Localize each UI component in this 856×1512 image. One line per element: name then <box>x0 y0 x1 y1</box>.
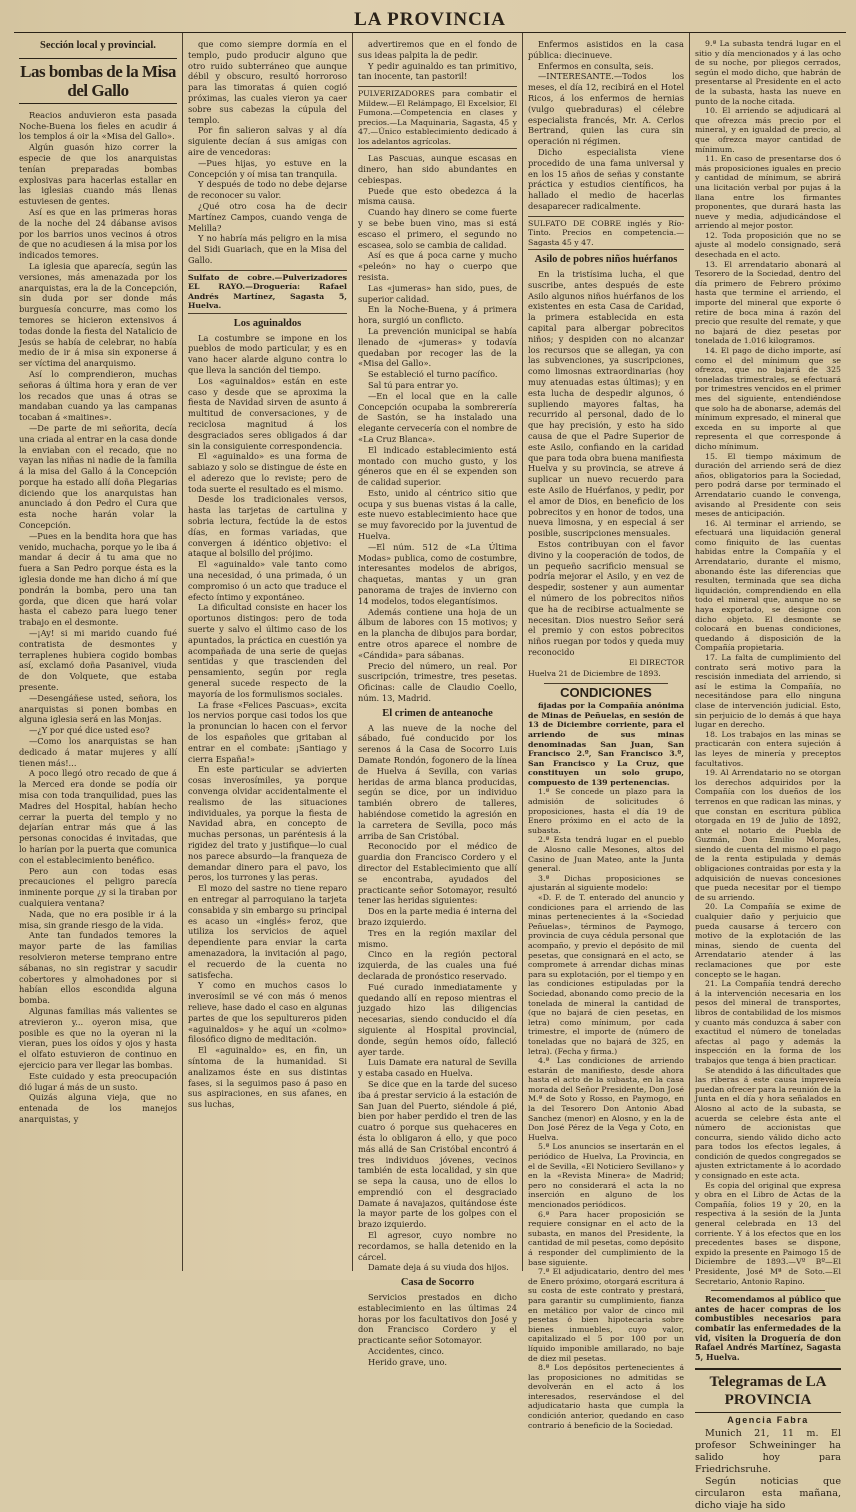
paragraph: Se estableció el turno pacífico. <box>368 369 498 380</box>
paragraph: El mozo del sastre no tiene reparo en entregar al parroquiano la tarjeta consabida y sin embargo su principal es acaso un «inglés» feroz, que utiliza los servicios de aquel dependiente para enviar la carta amenazadora, la invitación al pago, el recuerdo de la cuenta no satisfecha. <box>188 883 347 980</box>
divider <box>711 1290 825 1291</box>
ad-sulfato-cobre <box>528 216 684 251</box>
article-title-socorro: Casa de Socorro <box>400 1277 475 1289</box>
condiciones-intro: fijadas por la Compañía anónima de Minas de Peñuelas, en sesión de 13 de Diciembre corriente, para el arriendo de sus minas denominadas San Juan, San Francisco 2.º, San Francisco 3.º, San Francisco y La Cruz, que constituyen un solo grupo, compuesto de 139 pertenencias. <box>528 701 684 787</box>
paragraph: Damate deja á su viuda dos hijos. <box>368 1262 509 1273</box>
column-1 <box>14 33 183 1271</box>
paragraph: Reconocido por el médico de guardia don Francisco Cordero y el director del Establecimiento que allí se encontraba, ayudados del practicante señor Sotomayor, resultó tener las heridas siguientes: <box>358 841 517 906</box>
paragraph: Es copia del original que expresa y obra en el Libro de Actas de la Compañía, folios 19 y 20, en la respectiva á la sesión de la Junta general celebrada en 13 del corriente. Y á los efectos que en los precedentes bases se dispone, expido la presente en Paimogo 15 de Diciembre de 1893.—Vº Bº—El Presidente, José Mª de Soto.—El Secretario, Antonio Rapino. <box>695 1180 841 1286</box>
ad-text: Sulfato de cobre.—Pulverizadores EL RAYO.—Droguería: Rafael Andrés Martínez, Sagasta 5, Huelva. <box>188 272 347 311</box>
paragraph: Se dice que en la tarde del suceso iba á prestar servicio á la estación de San Juan del Puerto, siéndole á pié, bien por haber perdido el tren de las cuatro ó porque sus quehaceres en ésta lo obligaron á ello, y que poco más allá de San Cristóbal encontró á tres individuos jóvenes, vecinos también de esta localidad, y sin que se sepa la causa, uno de ellos lo emprendió con el desgraciado Damate á navajazos, quitándose éste la mayor parte de los golpes con el brazo izquierdo. <box>358 1078 517 1230</box>
article-title-condiciones: CONDICIONES <box>560 685 652 701</box>
paragraph: advertiremos que en el fondo de sus ideas palpita la de pedir. <box>358 39 517 60</box>
signature: El DIRECTOR <box>629 657 684 667</box>
article-body-bombas-cont <box>188 39 347 266</box>
paragraph: Dicho especialista viene procedido de una fama universal y en los 15 años de señas y constante práctica y estudios científicos, ha hallado el medio de hacerlas desaparecer radicalmente. <box>528 146 684 211</box>
paragraph: Pero aun con todas esas precauciones el peligro parecía inminente porque ¿y si la tiraban por cualquiera ventana? <box>19 865 177 908</box>
paragraph: 7.ª El adjudicatario, dentro del mes de Enero próximo, otorgará escritura á su costa de este contrato y prestará, para garantir su cumplimiento, fianza en metálico por valor de cinco mil pesetas ó bien hipotecaria sobre bienes inmuebles, cuyo valor, capitalizado el 5 por 100 por un líquido imponible amillarado, no baje de diez mil pesetas. <box>528 1267 684 1363</box>
article-body-aguinaldos-cont <box>358 39 517 82</box>
paragraph: La costumbre se impone en los pueblos de modo particular, y es en vano hacer alarde alguno contra lo que lleva la sanción del tiempo. <box>188 332 347 375</box>
paragraph: Esto, unido al céntrico sitio que ocupa y sus buenas vistas á la calle, este nuevo establecimiento hace que se muy favorecido por la juventud de Huelva. <box>358 487 517 542</box>
paragraph: Cuando hay dinero se come fuerte y se bebe buen vino, mas si está escaso el primero, el segundo no escasea, solo se cambia de calidad. <box>358 207 517 250</box>
paragraph: Estos contribuyan con el favor divino y la cooperación de todos, de un pequeño sacrificio mensual se podría mejorar el Asilo, y en vez de despedir, sostener y aun aumentar el número de los pobrecitos niños que ha de recibirse actualmente se necesitan. Dios nuestro Señor será el premio y con estos pobrecitos niños ruegan por todos y queda muy reconocido <box>528 538 684 657</box>
paragraph: Sal tú para entrar yo. <box>368 379 459 390</box>
paragraph: Puede que esto obedezca á la misma causa. <box>358 185 517 207</box>
paragraph: Tres en la región maxilar del mismo. <box>358 927 517 949</box>
paragraph: Desde los tradicionales versos, hasta las tarjetas de cartulina y sobria lectura, fectúde la de estos días, en formas variadas, que convergen á idéntico objetivo: el ataque al bolsillo del prójimo. <box>188 494 347 559</box>
paragraph: 12. Toda proposición que no se ajuste al modelo consignado, será desechada en el acto. <box>695 230 841 260</box>
paragraph: Dos en la parte media é interna del brazo izquierdo. <box>358 906 517 927</box>
paragraph: —Pues hijas, yo estuve en la Concepción y oí misa tan tranquila. <box>188 157 347 179</box>
agency-name: Agencia Fabra <box>727 1415 809 1426</box>
paragraph: 5.ª Los anuncios se insertarán en el periódico de Huelva, La Provincia, en el de Sevilla, «El Noticiero Sevillano» y en la «Revista Minera» de Madrid; pero no considerará el acta la no inserción en alguno de los mencionados periódicos. <box>528 1142 684 1209</box>
paragraph: La frase «Felices Pascuas», excita los nervios porque casi todos los que la pronuncian lo hacen con el fervor de los españoles que gritaban al entrar en el combate: ¡Santiago y cierra España!» <box>188 699 347 764</box>
paragraph: —El núm. 512 de «La Última Modas» publica, como de costumbre, interesantes modelos de abrigos, chaquetas, mantas y un gran panorama de trajes de invierno con 14 modelos, todos elegantísimos. <box>358 541 517 606</box>
paragraph: —¡Ay! si mi marido cuando fué contratista de desmontes y terraplenes hubiera cogido bombas así, exclamó doña Pasanivel, viuda de don Volquete, que estaba presente. <box>19 628 177 693</box>
article-title-crimen: El crimen de anteanoche <box>382 707 493 719</box>
paragraph: 3.ª Dichas proposiciones se ajustarán al siguiente modelo: <box>528 873 684 893</box>
paragraph: Accidentes, cinco. <box>368 1346 445 1357</box>
paragraph: —Desengáñese usted, señora, los anarquistas si ponen bombas en alguna iglesia será en las Monjas. <box>19 692 177 725</box>
paragraph: La dificultad consiste en hacer los oportunos distingos: pero de toda suerte y salvo el último caso de los apuntados, la práctica en cuestión ya acompañada de una serie de quejas sentidas y que trascienden del pensamiento, según por regla general sucede respecto de la mayoría de los formulismos sociales. <box>188 602 347 699</box>
paragraph: Ante tan fundados temores la mayor parte de las familias resolvieron meterse temprano entre sábanas, no sin registrar y sacudir cobertores y almohadones por si habían ellos escondida alguna bomba. <box>19 930 177 1006</box>
section-heading: Sección local y provincial. <box>40 40 156 51</box>
ad-text: SULFATO DE COBRE inglés y Río-Tinto. Precios en competencia.—Sagasta 45 y 47. <box>528 218 684 247</box>
paragraph: El agresor, cuyo nombre no recordamos, se halla detenido en la cárcel. <box>358 1230 517 1262</box>
paragraph: ¿Qué otro cosa ha de decir Martínez Campos, cuando venga de Melilla? <box>188 200 347 233</box>
paragraph: 4.ª Las condiciones de arriendo estarán de manifiesto, desde ahora hasta el acto de la subasta, en la casa morada del Señor Presidente, Don José M.ª de Soto y Rosso, en Paymogo, en la del Tesorero Don Antonio Abad Sanchez (menor) en Alosno, y en la de Don José Pérez de la Vega y Coto, en Huelva. <box>528 1056 684 1142</box>
paragraph: 16. Al terminar el arriendo, se efectuará una liquidación general como finiquito de las cuentas habidas entre la Compañía y el Arrendatario, durante el mismo, abonando éste las diferencias que resulten, terminada que sea dicha liquidación, comprendiendo en ella todo el mineral que, aunque no se haya exportado, se designe con dicho objeto. El desmonte se colocará en buenas condiciones, quedando á disposición de la Compañía propietaria. <box>695 518 841 653</box>
paragraph: —En el local que en la calle Concepción ocupaba la sombrerería de Sastón, se ha instalado una elegante cervecería con el nombre de «La Cruz Blanca». <box>358 390 517 444</box>
column-4 <box>523 33 690 1430</box>
socorro-cont <box>528 39 684 212</box>
paragraph: Por fin salieron salvas y al día siguiente decían á sus amigas con aire de vencedoras: <box>188 125 347 157</box>
date-line: Huelva 21 de Diciembre de 1893. <box>528 668 661 678</box>
paragraph: Quizás alguna vieja, que no entenada de los manejos anarquistas, y <box>19 1092 177 1124</box>
paragraph: 21. La Compañía tendrá derecho á la intervención necesaria en los pesos del mineral de transportes, libros de contabilidad de los mismos y cuanto más conduzca á saber con exactitud el número de toneladas afectas al pago y además la inspección en la forma de los trabajos que tenga á bien practicar. <box>695 979 841 1065</box>
paragraph: Nada, que no era posible ir á la misa, sin grande riesgo de la vida. <box>19 908 177 930</box>
local-news <box>358 153 517 704</box>
paragraph: El «aguinaldo» es, en fin, un síntoma de la humanidad. Si analizamos éste en sus distintas fases, si la seguimos paso á paso en sus aspiraciones, en sus afanes, en sus luchas, <box>188 1045 347 1110</box>
paragraph: Además contiene una hoja de un álbum de labores con 15 motivos; y en la plancha de dibujos para bordar, entre otros aparece el nombre de «Cándida» para sábanas. <box>358 606 517 660</box>
condiciones-list <box>528 787 684 1430</box>
paragraph: —De parte de mi señorita, decía una criada al entrar en la casa donde la enviaban con el recado, que no vayan las niñas ni nadie de la familia á la misa del Gallo á la Concepción porque ha estado allí doña Plegarias diciendo que los anarquistas han anunciado á don Pedro el Cura que esta noche harán volar la Concepción. <box>19 422 177 531</box>
article-body-aguinaldos <box>188 333 347 1110</box>
paragraph: Precio del número, un real. Por suscripción, trimestre, tres pesetas. Oficinas: calle de Claudio Coello, núm. 13, Madrid. <box>358 660 517 704</box>
paragraph: A poco llegó otro recado de que á la Merced era donde se podía oir misa con toda tranquilidad, pues las Madres del Hospital, habían hecho cerrar la puerta del templo y no dejarían entrar más que á las personas conocidas é invitadas, que lo harían por la puerta que comunica con el establecimiento benéfico. <box>19 768 177 865</box>
paragraph: Las Pascuas, aunque escasas en dinero, han sido abundantes en cebiespas. <box>358 153 517 185</box>
paragraph: A las nueve de la noche del sábado, fué conducido por los serenos á la Casa de Socorro Luis Damate Rondón, fogonero de la línea de Huelva á Sevilla, con varias heridas de arma blanca producidas, según se dice, por un individuo también obrero de talleres, habiéndose cometido la agresión en la carretera de Sevilla, poco más arriba de San Cristóbal. <box>358 722 517 841</box>
paragraph: La iglesia que aparecía, según las versiones, más amenazada por los anarquistas, era la de la Concepción, sin duda por ser donde más burguesía concurre, mas como los temores se hicieron extensivos á todas donde la fiesta del Natalicio de Jesús se había de celebrar, no había medio de ir á misa sin exponerse á ser víctima del anarquismo. <box>19 260 177 369</box>
paragraph: 18. Los trabajos en las minas se practicarán con entera sujeción á las leyes de minería y preceptos facultativos. <box>695 729 841 768</box>
paragraph: Enfermos en consulta, seis. <box>538 60 654 71</box>
divider <box>544 683 668 684</box>
paragraph: Algunas familias más valientes se atrevieron y... oyeron misa, que posible es que no la oyeran ni la vieran, pues los oídos y ojos y hasta el olfato estuvieron de continuo en ejercicio para ver llegar las bombas. <box>19 1005 177 1070</box>
drogueria-notice: Recomendamos al público que antes de hacer compras de los combustibles necesarios para combatir las enfermedades de la vid, visiten la Droguería de don Rafael Andrés Martínez, Sagasta 5, Huelva. <box>695 1295 841 1362</box>
condiciones-list-cont <box>695 39 841 1286</box>
paragraph: «D. F. de T. enterado del anuncio y condiciones para el arriendo de las minas pertenecientes á la «Sociedad Peñuelas», términos de Paymogo, provincia de cuya cédula personal que acompaño, y previo el depósito de mil pesetas, que consignará en el acto, se compromete á arrendar dichas minas para su explotación, por el tiempo y en las condiciones estipuladas por la Sociedad, abonando como precio de la tonelada de mineral la cantidad de (que no bajará de cien pesetas, en letra) como mínimum, por cada trimestre, el importe de (número de toneladas que no bajará de 325, en letra). (Fecha y firma.) <box>528 893 684 1056</box>
article-title-aguinaldos: Los aguinaldos <box>233 317 302 329</box>
paragraph: 9.ª La subasta tendrá lugar en el sitio y día mencionados y á las ocho de su noche, por pliegos cerrados, según el modo dicho, que habrán de presentarse al Presidente en el acto de la subasta, hasta las nueve en punto de la noche citada. <box>695 39 841 106</box>
masthead: LA PROVINCIA <box>14 8 846 33</box>
paragraph: Este cuidado y esta preocupación dió lugar á más de un susto. <box>19 1070 177 1092</box>
paragraph: Servicios prestados en dicho establecimiento en las últimas 24 horas por los facultativos don José y don Francisco Cordero y el practicante señor Sotomayor. <box>358 1292 517 1346</box>
columns <box>14 33 846 1512</box>
paragraph: Y pedir aguinaldo es tan primitivo, tan inocente, tan pastoril! <box>358 60 517 82</box>
paragraph: En este particular se advierten cosas inverosímiles, ya porque convenga olvidar accidentalmente el realismo de las situaciones individuales, ya porque la fiesta de Navidad abra, en concepto de muchas personas, un paréntesis á la rigidez del trato y justifique—lo cual nos parece absurdo—la franqueza de demandar dinero para el pavo, los peros, los turrones y las peras. <box>188 764 347 883</box>
paragraph: El «aguinaldo» vale tanto como una necesidad, ó una primada, ó un compromiso ó un acto que traduce el efecto íntimo y expontáneo. <box>188 559 347 602</box>
paragraph: que como siempre dormía en el templo, pudo producir alguno que otro ruido subterráneo que aunque débil y obscuro, resultó horroroso para las timoratas á quien cogió próximas, las cuales vieron ya caer sobre sus cabezas la cúpula del templo. <box>188 39 347 125</box>
paragraph: Así es que en las primeras horas de la noche del 24 dábanse avisos por los barrios unos vecinos á otros de que no acudiesen á la misa por los indicados temores. <box>19 206 177 261</box>
article-title-asilo: Asilo de pobres niños huérfanos <box>534 254 678 266</box>
article-body-asilo <box>528 269 684 658</box>
column-5 <box>690 33 846 1512</box>
paragraph: 8.ª Los depósitos pertenecientes á las proposiciones no admitidas se devolverán en el acto á los interesados, reservándose el del adjudicatario hasta que cumpla la condición anterior, quedando en caso contrario á beneficio de la Sociedad. <box>528 1363 684 1430</box>
paragraph: Cinco en la región pectoral izquierda, de las cuales una fué declarada de pronóstico reservado. <box>358 949 517 981</box>
paragraph: 19. Al Arrendatario no se otorgan los derechos adquiridos por la Compañía con los dueños de los terrenos en que radican las minas, y que constan en escritura pública otorgada en 19 de Julio de 1892, ante el notario de Puebla de Guzmán, Don Emilio Morales, siendo de cuenta del mismo el pago de la renta estipulada y demás obligaciones contraidas por esta y la adquisición de nuevas concesiones que pueda necesitar por el tiempo de su arriendo. <box>695 768 841 902</box>
paragraph: Y no habría más peligro en la misa del Sidi Guariach, que en la Misa del Gallo. <box>188 233 347 265</box>
paragraph: —Pues en la bendita hora que has venido, muchacha, porque yo le iba á mandar á decir á tu ama que no fuera a San Pedro porque ésta es la iglesia donde me han dicho á mí que pondrán la bomba, pero una tan gorda, que dicen que hará volar hasta el cabezo para luego tener trabajo en el desmonte. <box>19 530 177 628</box>
paragraph: Las «jumeras» han sido, pues, de superior calidad. <box>358 282 517 304</box>
article-title-bombas: Las bombas de la Misa del Gallo <box>19 58 177 104</box>
paragraph: Reacios anduvieron esta pasada Noche-Buena los fieles en acudir á los templos á oir la «Misa del Gallo». <box>19 109 177 142</box>
paragraph: La prevención municipal se había llenado de «jumeras» y todavía quedaban por recoger las de la «Misa del Gallo». <box>358 325 517 369</box>
paragraph: 10. El arriendo se adjudicará al que ofrezca más precio por el mineral, y en igualdad de precio, al que ofrezca mayor cantidad de mínimum. <box>695 106 841 154</box>
paragraph: 11. En caso de presentarse dos ó más proposiciones iguales en precio y cantidad de mínimum, se abrirá una licitación verbal por pujas á la llana entre los firmantes proponentes, que durará hasta las nueve y media, adjudicándose el arriendo al mejor postor. <box>695 154 841 231</box>
ad-pulverizadores <box>358 86 517 149</box>
paragraph: 15. El tiempo máximum de duración del arriendo será de diez años, obligatorios para la Sociedad, pero podrá darse por terminado el Arrendatario cuando le convenga, avisando al Presidente con seis meses de anticipación. <box>695 451 841 519</box>
paragraph: 1.ª Se concede un plazo para la admisión de solicitudes ó proposiciones, hasta el día 19 de Enero próximo en el acto de la subasta. <box>528 787 684 835</box>
paragraph: Enfermos asistidos en la casa pública: diecinueve. <box>528 39 684 60</box>
paragraph: Se atendido á las dificultades que las riberas á este causa impreveía puedan ofrecer para la reunión de la Junta en el día y hora señalados en Alosno al acto de la subasta, se acuerda se celebre ésta ante el número de accionistas que concurra, siendo válido dicho acto para todos los efectos legales, á condición de quedos congregados se ajusten extrictamente á lo acordado y consignado en este acta. <box>695 1065 841 1181</box>
paragraph: El indicado establecimiento está montado con mucho gusto, y los géneros que en él se expenden son de calidad superior. <box>358 444 517 488</box>
paragraph: Algún guasón hizo correr la especie de que los anarquistas tenían preparadas bombas explosivas para hacerlas estallar en las iglesias cuando más llenas estuviesen de gentes. <box>19 142 177 207</box>
paragraph: 20. La Compañía se exime de cualquier daño y perjuicio que pueda causarse á tercero con motivo de la explotación de las minas, siendo de cuenta del Arrendatario atender á las reclamaciones que por este concepto se le hagan. <box>695 902 841 979</box>
article-body-bombas <box>19 110 177 1125</box>
paragraph: El «aguinaldo» es una forma de sabiazo y solo se distingue de éste en el aderezo que lo reviste; pero de toda suerte el resultado es el mismo. <box>188 451 347 494</box>
paragraph: Así lo comprendieron, muchas señoras á última hora y eran de ver los recados que unas á otras se mandaban cuando ya las campanas tocaban á «maitines». <box>19 368 177 423</box>
paragraph: 14. El pago de dicho importe, así como el del mínimum que se ofrezca, que no bajará de 325 toneladas trimestrales, se efectuará por trimestres vencidos en el primer mes del siguiente, entendiéndose que solo ha de abonarse, además del mínimum expresado, el mineral que exceda en su importe al que representa el que corresponde á dicho mínimum. <box>695 346 841 451</box>
paragraph: 17. La falta de cumplimiento del contrato será motivo para la rescisión inmediata del arriendo, si así le estima la Compañía, no necesitándose para ello ninguna clase de intervención judicial. Esto, sin perjuicio de lo demás á que haya lugar en derecho. <box>695 653 841 730</box>
column-3 <box>353 33 523 1367</box>
paragraph: Y después de todo no debe dejarse de reconocer su valor. <box>188 179 347 201</box>
paragraph: Y como en muchos casos lo inverosímil se vé con más ó menos relieve, hase dado el caso en algunas partes de que los sepultureros piden «aguinaldos» y he aquí un «colmo» filosófico digno de meditación. <box>188 980 347 1045</box>
paragraph: Así es que á poca carne y mucho «peleón» no hay o cuerpo que resista. <box>358 250 517 282</box>
paragraph: Fué curado inmediatamente y quedando allí en reposo mientras el juzgado hizo las diligencias necesarias, siendo conducido el día siguiente al Hospital provincial, donde, según hemos oído, falleció ayer tarde. <box>358 981 517 1057</box>
paragraph: 13. El arrendatario abonará al Tesorero de la Sociedad, dentro del día primero de Febrero próximo hasta que termine el arriendo, el importe del mineral que exporte ó retire de boca mina á razón del precio que resulte del remate, y que no bajará de diez pesetas por tonelada de 1.016 kilogramos. <box>695 259 841 346</box>
paragraph: 6.ª Para hacer proposición se requiere consignar en el acto de la subasta, en manos del Presidente, la cantidad de mil pesetas, como depósito á responder del cumplimiento de la base siguiente. <box>528 1209 684 1267</box>
ad-text: PULVERIZADORES para combatir el Mildew.—El Relámpago, El Excelsior, El Fumona.—Competencia en clases y precios.—La Maquinaria, Sagasta, 45 y 47.—Único establecimiento dedicado á los adelantos agrícolas. <box>358 89 517 146</box>
paragraph: Los «aguinaldos» están en este caso y desde que se aproxima la fiesta de Navidad sirven de asunto á multitud de conversaciones, y de reciclosa magnitud á los desgraciados seres obligados á dar sin la consiguiente correspondencia. <box>188 375 347 451</box>
paragraph: —Como los anarquistas se han dedicado á matar mujeres y allí tienen más!... <box>19 736 177 768</box>
paragraph: Munich 21, 11 m. El profesor Schweininger ha salido hoy para Friedrichsruhe. <box>695 1428 841 1476</box>
telegramas-title: Telegramas de LA PROVINCIA <box>695 1368 841 1413</box>
paragraph: Luis Damate era natural de Sevilla y estaba casado en Huelva. <box>358 1057 517 1079</box>
paragraph: En la Noche-Buena, y á primera hora, surgió un conflicto. <box>358 304 517 326</box>
paragraph: —INTERESANTE.—Todos los meses, el día 12, recibirá en el Hotel Ricos, á los enfermos de hernias (vulgo quebraduras) el célebre especialista francés, Mr. A. Cerlos Bertrand, quien las cura sin operación ni régimen. <box>528 71 684 147</box>
paragraph: Herido grave, uno. <box>368 1356 447 1367</box>
paragraph: Según noticias que circularon esta mañana, dicho viaje ha sido <box>695 1476 841 1512</box>
telegramas-body <box>695 1428 841 1512</box>
column-2 <box>183 33 353 1271</box>
paragraph: 2.ª Esta tendrá lugar en el pueblo de Alosno calle Mesones, altos del Casino de Juan Mateo, ante la Junta general. <box>528 835 684 874</box>
article-body-crimen <box>358 723 517 1274</box>
article-body-socorro <box>358 1292 517 1368</box>
paragraph: —¿Y por qué dice usted eso? <box>29 725 150 736</box>
paragraph: En la tristísima lucha, el que suscribe, antes después de este Asilo algunos niños huérfanos de los existentes en esta Casa de Caridad, la primera establecida en esta capital para albergar pobrecitos niños; y despiden con no alcanzar los recursos que se allegan, ya con las subvenciones, ya suscripciones, como limosnas extraordinarias (hoy muy atenuadas estas últimas); y en esta lucha de despedir algunos, ó supliendo mayores faltas, ha recurrido al personal, dado de lo que hay precisión, y esto ha sido causa de que el Padre Superior de este Asilo, confiando en la caridad que para toda obra buena manifiesta Huelva y su provincia, se atreve á suplicar un nuevo recuerdo para este Asilo de Huérfanos, y pedir, por el amor de Dios, en beneficio de los pobrecitos y en honor de todos, una nueva limosna, y en especial á ser posible, suscripciones mensuales. <box>528 269 684 539</box>
ad-sulfato-rayo <box>188 270 347 314</box>
